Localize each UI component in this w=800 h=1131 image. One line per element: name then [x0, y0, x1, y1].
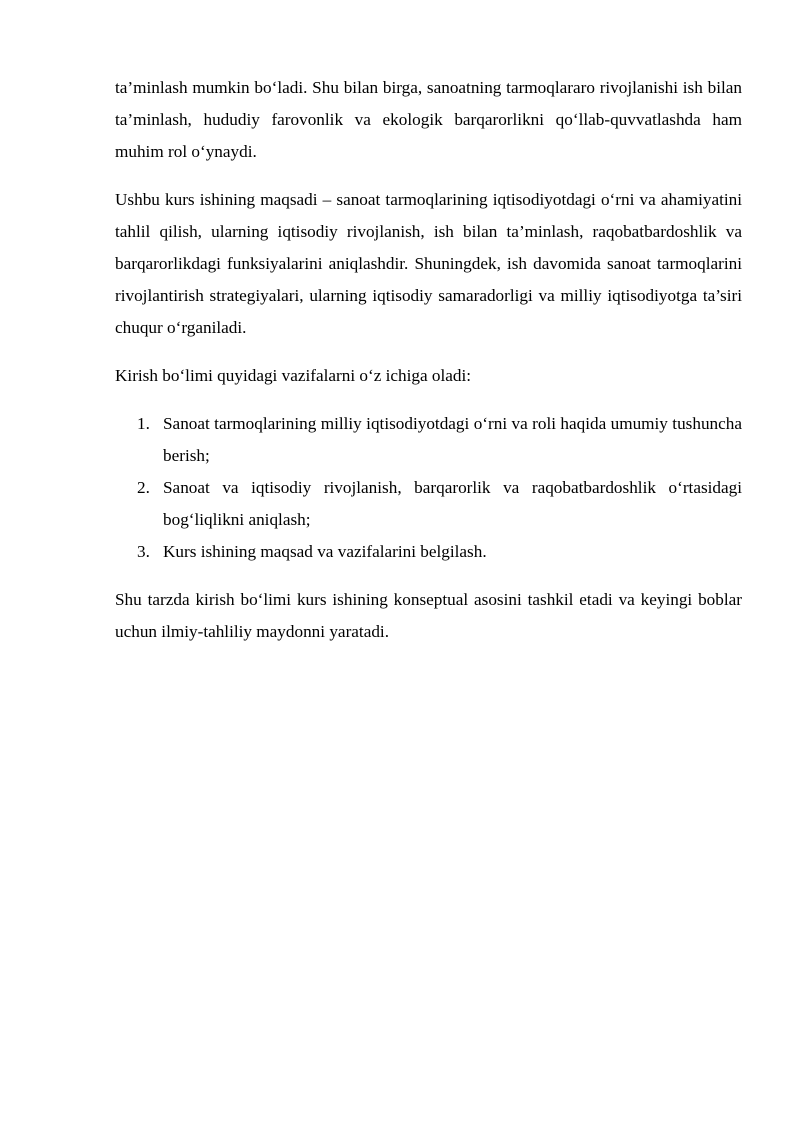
paragraph-tasks-lead: Kirish bo‘limi quyidagi vazifalarni o‘z ichiga oladi:	[115, 366, 472, 385]
list-item-text: Kurs ishining maqsad va vazifalarini belgilash.	[163, 542, 487, 561]
list-item-number: 1.	[137, 414, 150, 433]
list-item-number: 3.	[137, 542, 150, 561]
paragraph-course-goal: Ushbu kurs ishining maqsadi – sanoat tarmoqlarining iqtisodiyotdagi o‘rni va ahamiyatini tahlil qilish, ularning iqtisodiy rivojlanish, ish bilan ta’minlash, raqobatbardoshlik va barqarorlikdagi funksiyalarini aniqlashdir. Shuningdek, ish davomida sanoat tarmoqlarini rivojlantirish strategiyalari, ularning iqtisodiy samaradorligi va milliy iqtisodiyotga ta’siri chuqur o‘rganiladi.	[115, 190, 742, 337]
list-item-text: Sanoat tarmoqlarining milliy iqtisodiyotdagi o‘rni va roli haqida umumiy tushuncha berish;	[163, 414, 742, 465]
tasks-list	[115, 408, 742, 568]
list-item	[115, 472, 742, 536]
document-page	[115, 72, 742, 664]
list-item-text: Sanoat va iqtisodiy rivojlanish, barqarorlik va raqobatbardoshlik o‘rtasidagi bog‘liqlikni aniqlash;	[163, 478, 742, 529]
list-item-number: 2.	[137, 478, 150, 497]
paragraph-conclusion: Shu tarzda kirish bo‘limi kurs ishining konseptual asosini tashkil etadi va keyingi boblar uchun ilmiy-tahliliy maydonni yaratadi.	[115, 590, 742, 641]
list-item	[115, 536, 742, 568]
list-item	[115, 408, 742, 472]
paragraph-intro-continuation: ta’minlash mumkin bo‘ladi. Shu bilan birga, sanoatning tarmoqlararo rivojlanishi ish bilan ta’minlash, hududiy farovonlik va ekologik barqarorlikni qo‘llab-quvvatlashda ham muhim rol o‘ynaydi.	[115, 78, 742, 161]
